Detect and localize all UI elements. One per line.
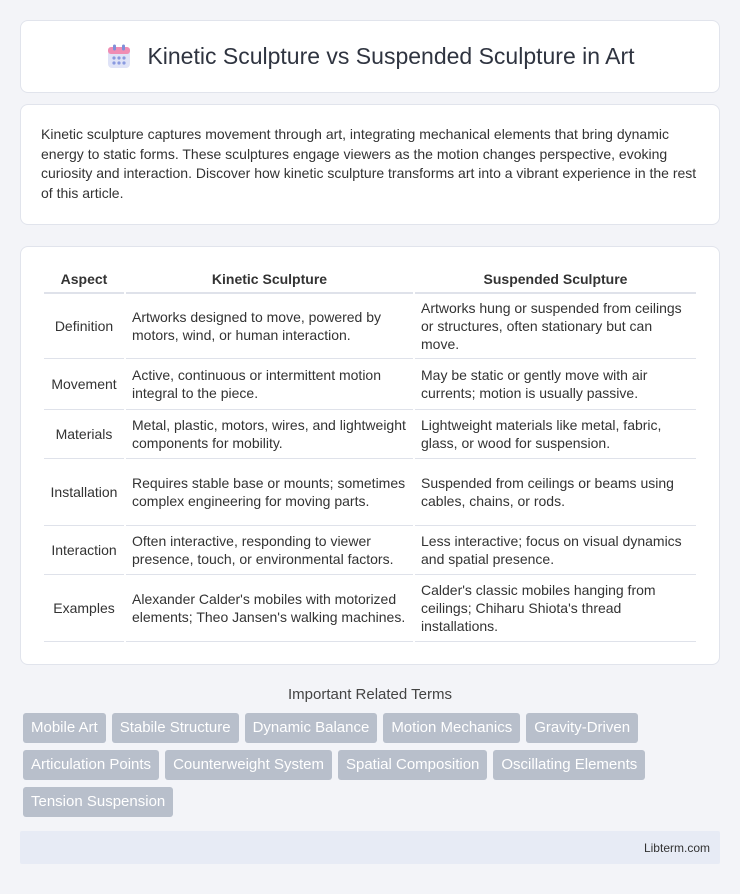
kinetic-cell: Requires stable base or mounts; sometimes complex engineering for moving parts. [126,459,413,526]
table-row [44,410,696,459]
footer [20,831,720,864]
aspect-cell: Definition [44,294,124,359]
footer-site-link[interactable]: Libterm.com [643,840,710,855]
page-title: Kinetic Sculpture vs Suspended Sculpture in Art [147,43,635,69]
related-terms-list [20,713,720,817]
comparison-table-card [20,246,720,665]
suspended-cell: Suspended from ceilings or beams using cables, chains, or rods. [415,459,696,526]
table-row [44,359,696,410]
tag-gravity-driven[interactable]: Gravity-Driven [526,713,638,743]
table-row [44,294,696,359]
tag-stabile-structure[interactable]: Stabile Structure [112,713,239,743]
table-row [44,459,696,526]
kinetic-cell: Often interactive, responding to viewer presence, touch, or environmental factors. [126,526,413,575]
table-row [44,575,696,642]
suspended-cell: Artworks hung or suspended from ceilings or structures, often stationary but can move. [415,294,696,359]
suspended-cell: Lightweight materials like metal, fabric, glass, or wood for suspension. [415,410,696,459]
table-row [44,526,696,575]
suspended-cell: Less interactive; focus on visual dynamics and spatial presence. [415,526,696,575]
comparison-table [42,267,698,642]
table-header-row [44,267,696,294]
kinetic-cell: Active, continuous or intermittent motion integral to the piece. [126,359,413,410]
suspended-cell: May be static or gently move with air currents; motion is usually passive. [415,359,696,410]
aspect-cell: Interaction [44,526,124,575]
tag-counterweight-system[interactable]: Counterweight System [165,750,332,780]
tag-articulation-points[interactable]: Articulation Points [23,750,159,780]
kinetic-cell: Artworks designed to move, powered by motors, wind, or human interaction. [126,294,413,359]
calendar-icon [105,43,133,71]
aspect-cell: Examples [44,575,124,642]
tag-spatial-composition[interactable]: Spatial Composition [338,750,487,780]
tag-tension-suspension[interactable]: Tension Suspension [23,787,173,817]
header-kinetic-sculpture: Kinetic Sculpture [126,267,413,294]
suspended-cell: Calder's classic mobiles hanging from ceilings; Chiharu Shiota's thread installations. [415,575,696,642]
tag-motion-mechanics[interactable]: Motion Mechanics [383,713,520,743]
header-aspect: Aspect [44,267,124,294]
aspect-cell: Installation [44,459,124,526]
tag-oscillating-elements[interactable]: Oscillating Elements [493,750,645,780]
intro-text: Kinetic sculpture captures movement through art, integrating mechanical elements that bring dynamic energy to static forms. These sculptures engage viewers as the motion changes perspective, evoking curiosity and interaction. Discover how kinetic sculpture transforms art into a vibrant experience in the rest of this article. [41,126,697,201]
tag-dynamic-balance[interactable]: Dynamic Balance [245,713,378,743]
aspect-cell: Materials [44,410,124,459]
intro-card [20,104,720,225]
kinetic-cell: Metal, plastic, motors, wires, and lightweight components for mobility. [126,410,413,459]
kinetic-cell: Alexander Calder's mobiles with motorized elements; Theo Jansen's walking machines. [126,575,413,642]
tag-mobile-art[interactable]: Mobile Art [23,713,106,743]
header-card [20,20,720,93]
header-suspended-sculpture: Suspended Sculpture [415,267,696,294]
aspect-cell: Movement [44,359,124,410]
related-terms-title: Important Related Terms [288,686,452,703]
